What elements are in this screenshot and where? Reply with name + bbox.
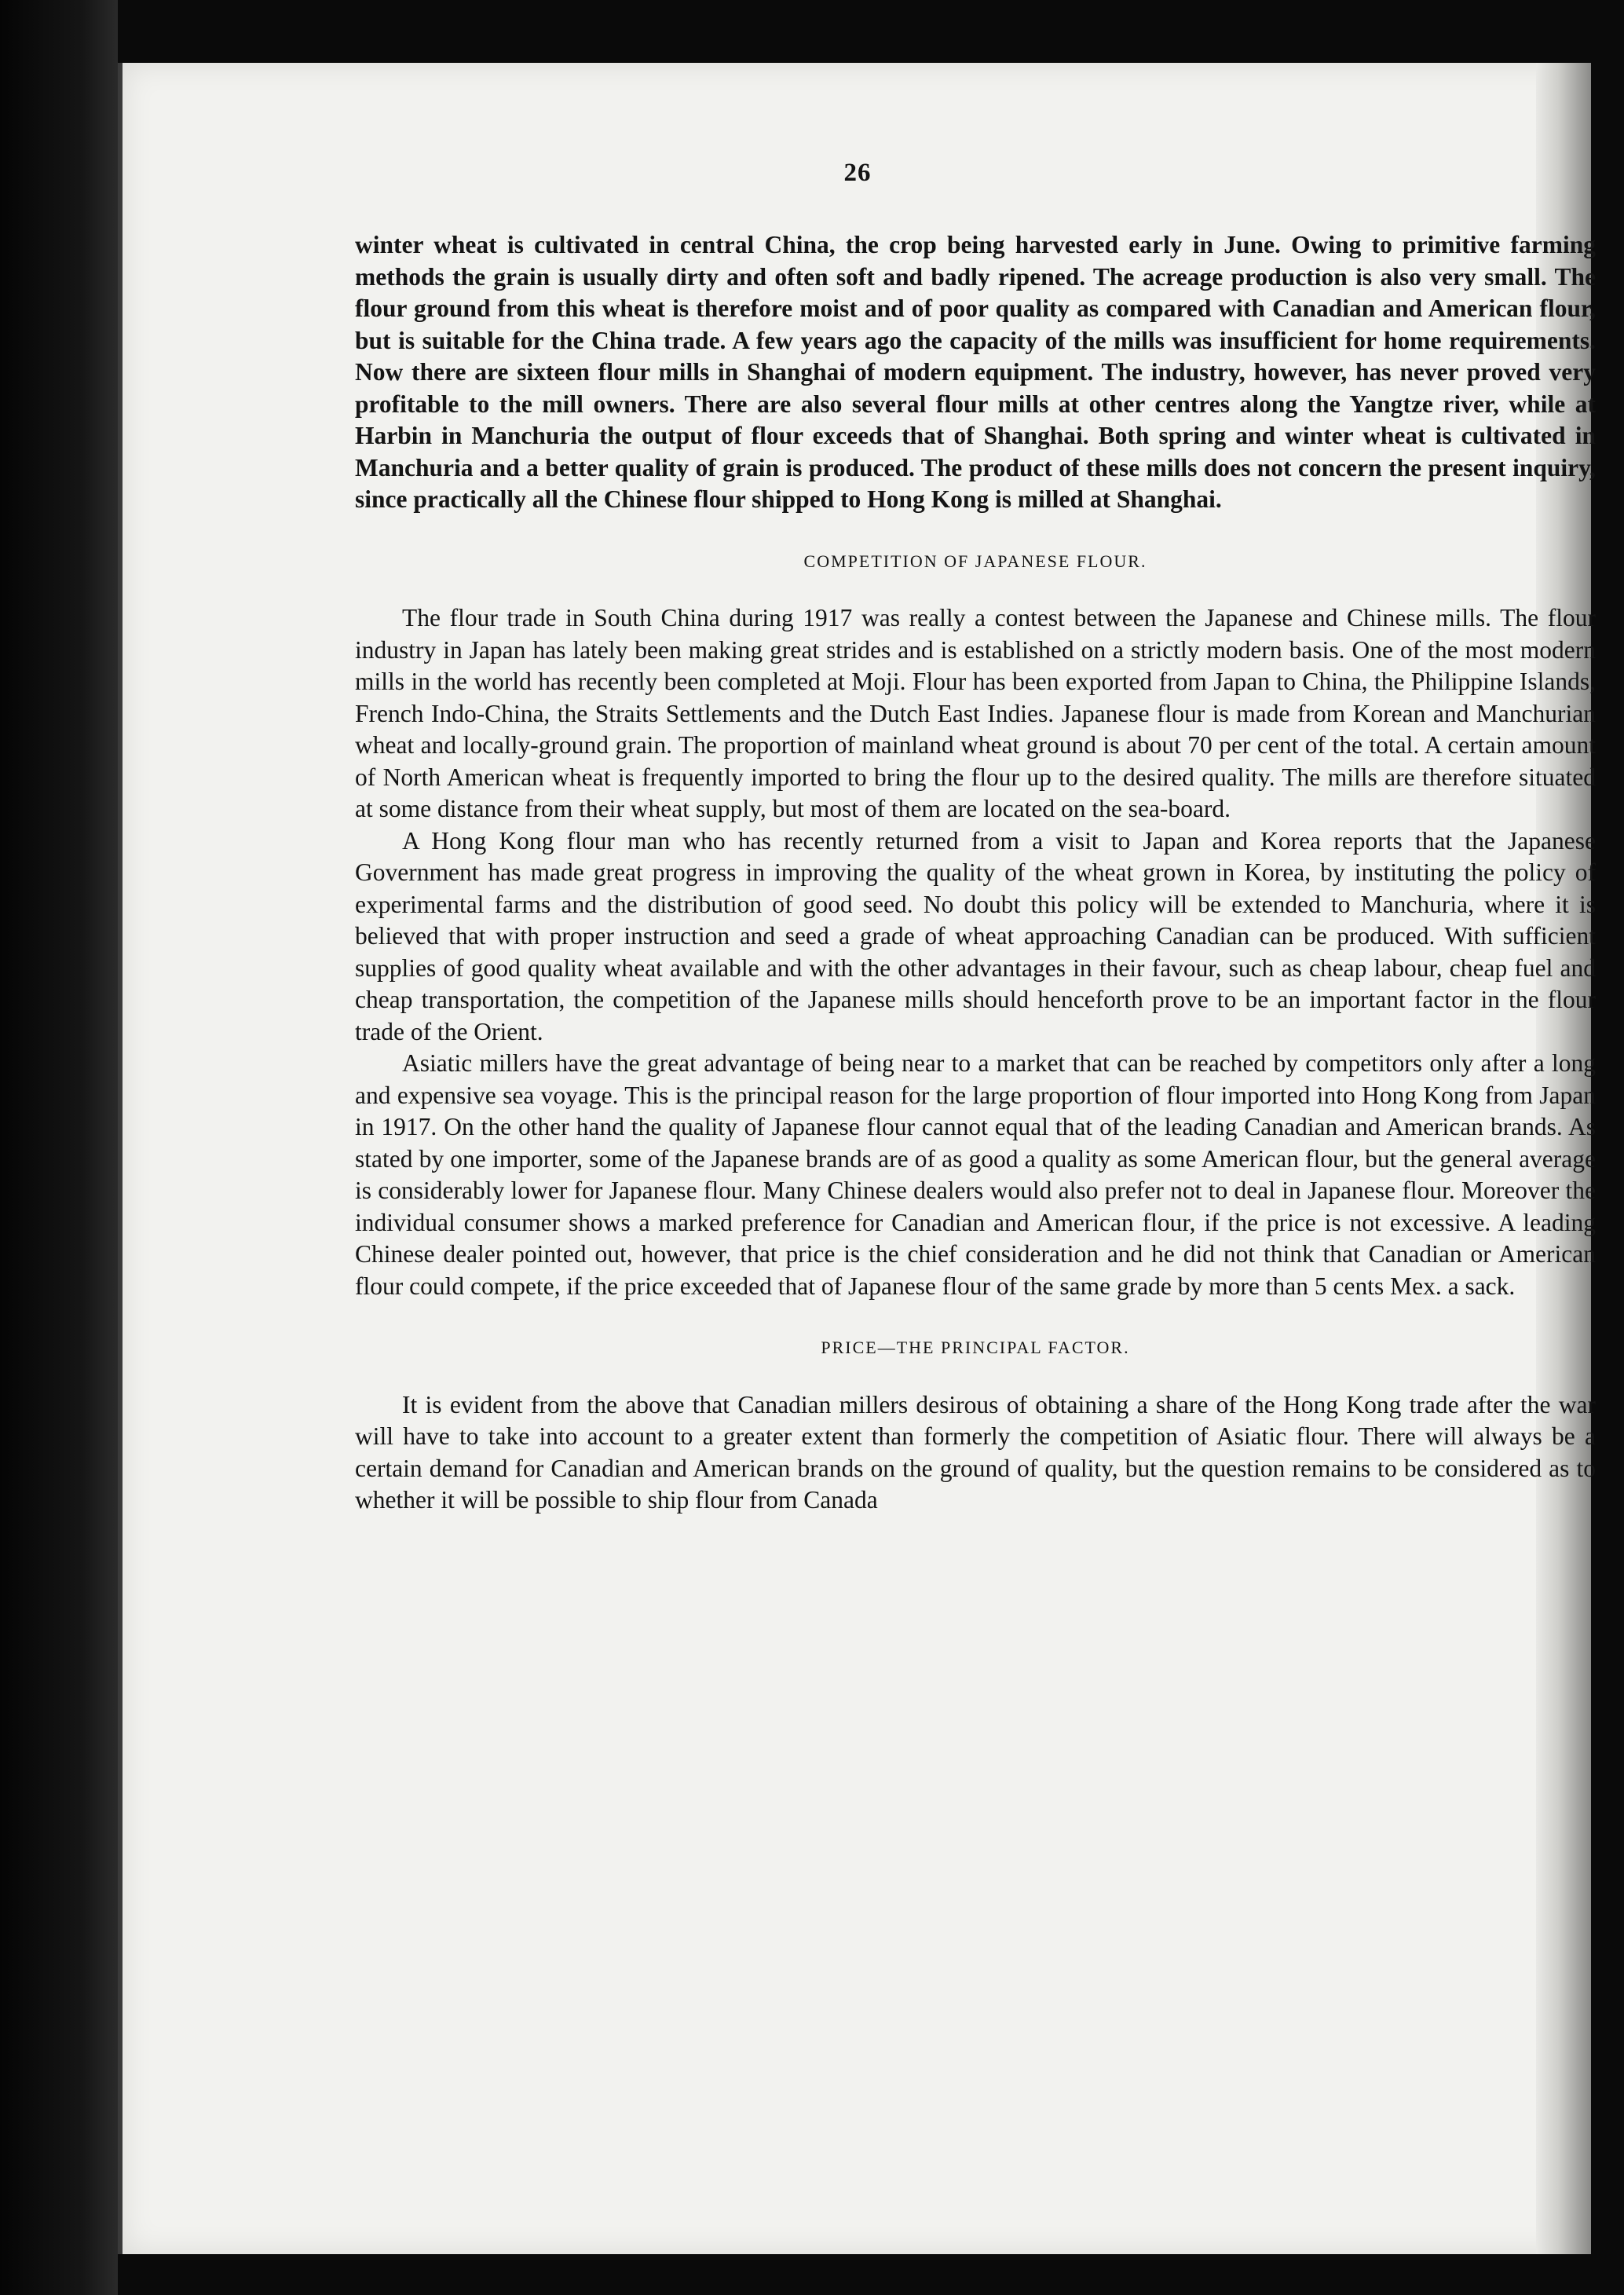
paragraph-1: winter wheat is cultivated in central China, the crop being harvested early in June. Owing to primitive farming methods the grain is usually dirty and often soft and badly ripened. The acreage production is also very small. The flour ground from this wheat is therefore moist and of poor quality as compared with Canadian and American flour, but is suitable for the China trade. A few years ago the capacity of the mills was insufficient for home requirements. Now there are sixteen flour mills in Shanghai of modern equipment. The industry, however, has never proved very profitable to the mill owners. There are also several flour mills at other centres along the Yangtze river, while at Harbin in Manchuria the output of flour exceeds that of Shanghai. Both spring and winter wheat is cultivated in Manchuria and a better quality of grain is produced. The product of these mills does not concern the present inquiry, since practically all the Chinese flour shipped to Hong Kong is milled at Shanghai.	[355, 231, 1596, 513]
paragraph-5: It is evident from the above that Canadian millers desirous of obtaining a share of the Hong Kong trade after the war will have to take into account to a greater extent than formerly the competition of Asiatic flour. There will always be a certain demand for Canadian and American brands on the ground of quality, but the question remains to be considered as to whether it will be possible to ship flour from Canada	[355, 1390, 1596, 1514]
page-number: 26	[843, 159, 872, 187]
section-heading-price: PRICE—THE PRINCIPAL FACTOR.	[821, 1338, 1130, 1357]
scan-left-margin	[0, 0, 118, 2295]
paragraph-3: A Hong Kong flour man who has recently returned from a visit to Japan and Korea reports that the Japanese Government has made great progress in improving the quality of the wheat grown in Korea, by instituting the policy of experimental farms and the distribution of good seed. No doubt this policy will be extended to Manchuria, where it is believed that with proper instruction and seed a grade of wheat approaching Canadian can be produced. With sufficient supplies of good quality wheat available and with the other advantages in their favour, such as cheap labour, cheap fuel and cheap transportation, the competition of the Japanese mills should henceforth prove to be an important factor in the flour trade of the Orient.	[355, 826, 1596, 1045]
paragraph-2: The flour trade in South China during 1917 was really a contest between the Japanese and Chinese mills. The flour industry in Japan has lately been making great strides and is established on a strictly modern basis. One of the most modern mills in the world has recently been completed at Moji. Flour has been exported from Japan to China, the Philippine Islands, French Indo-China, the Straits Settlements and the Dutch East Indies. Japanese flour is made from Korean and Manchurian wheat and locally-ground grain. The proportion of mainland wheat ground is about 70 per cent of the total. A certain amount of North American wheat is frequently imported to bring the flour up to the desired quality. The mills are therefore situated at some distance from their wheat supply, but most of them are located on the sea-board.	[355, 604, 1596, 822]
paragraph-4: Asiatic millers have the great advantage of being near to a market that can be reached by competitors only after a long and expensive sea voyage. This is the principal reason for the large proportion of flour imported into Hong Kong from Japan in 1917. On the other hand the quality of Japanese flour cannot equal that of the leading Canadian and American brands. As stated by one importer, some of the Japanese brands are of as good a quality as some American flour, but the general average is considerably lower for Japanese flour. Many Chinese dealers would also prefer not to deal in Japanese flour. Moreover the individual consumer shows a marked preference for Canadian and American flour, if the price is not excessive. A leading Chinese dealer pointed out, however, that price is the chief consideration and he did not think that Canadian or American flour could compete, if the price exceeded that of Japanese flour of the same grade by more than 5 cents Mex. a sack.	[355, 1049, 1596, 1300]
document-body	[355, 229, 1596, 1517]
section-heading-competition: COMPETITION OF JAPANESE FLOUR.	[803, 551, 1147, 571]
